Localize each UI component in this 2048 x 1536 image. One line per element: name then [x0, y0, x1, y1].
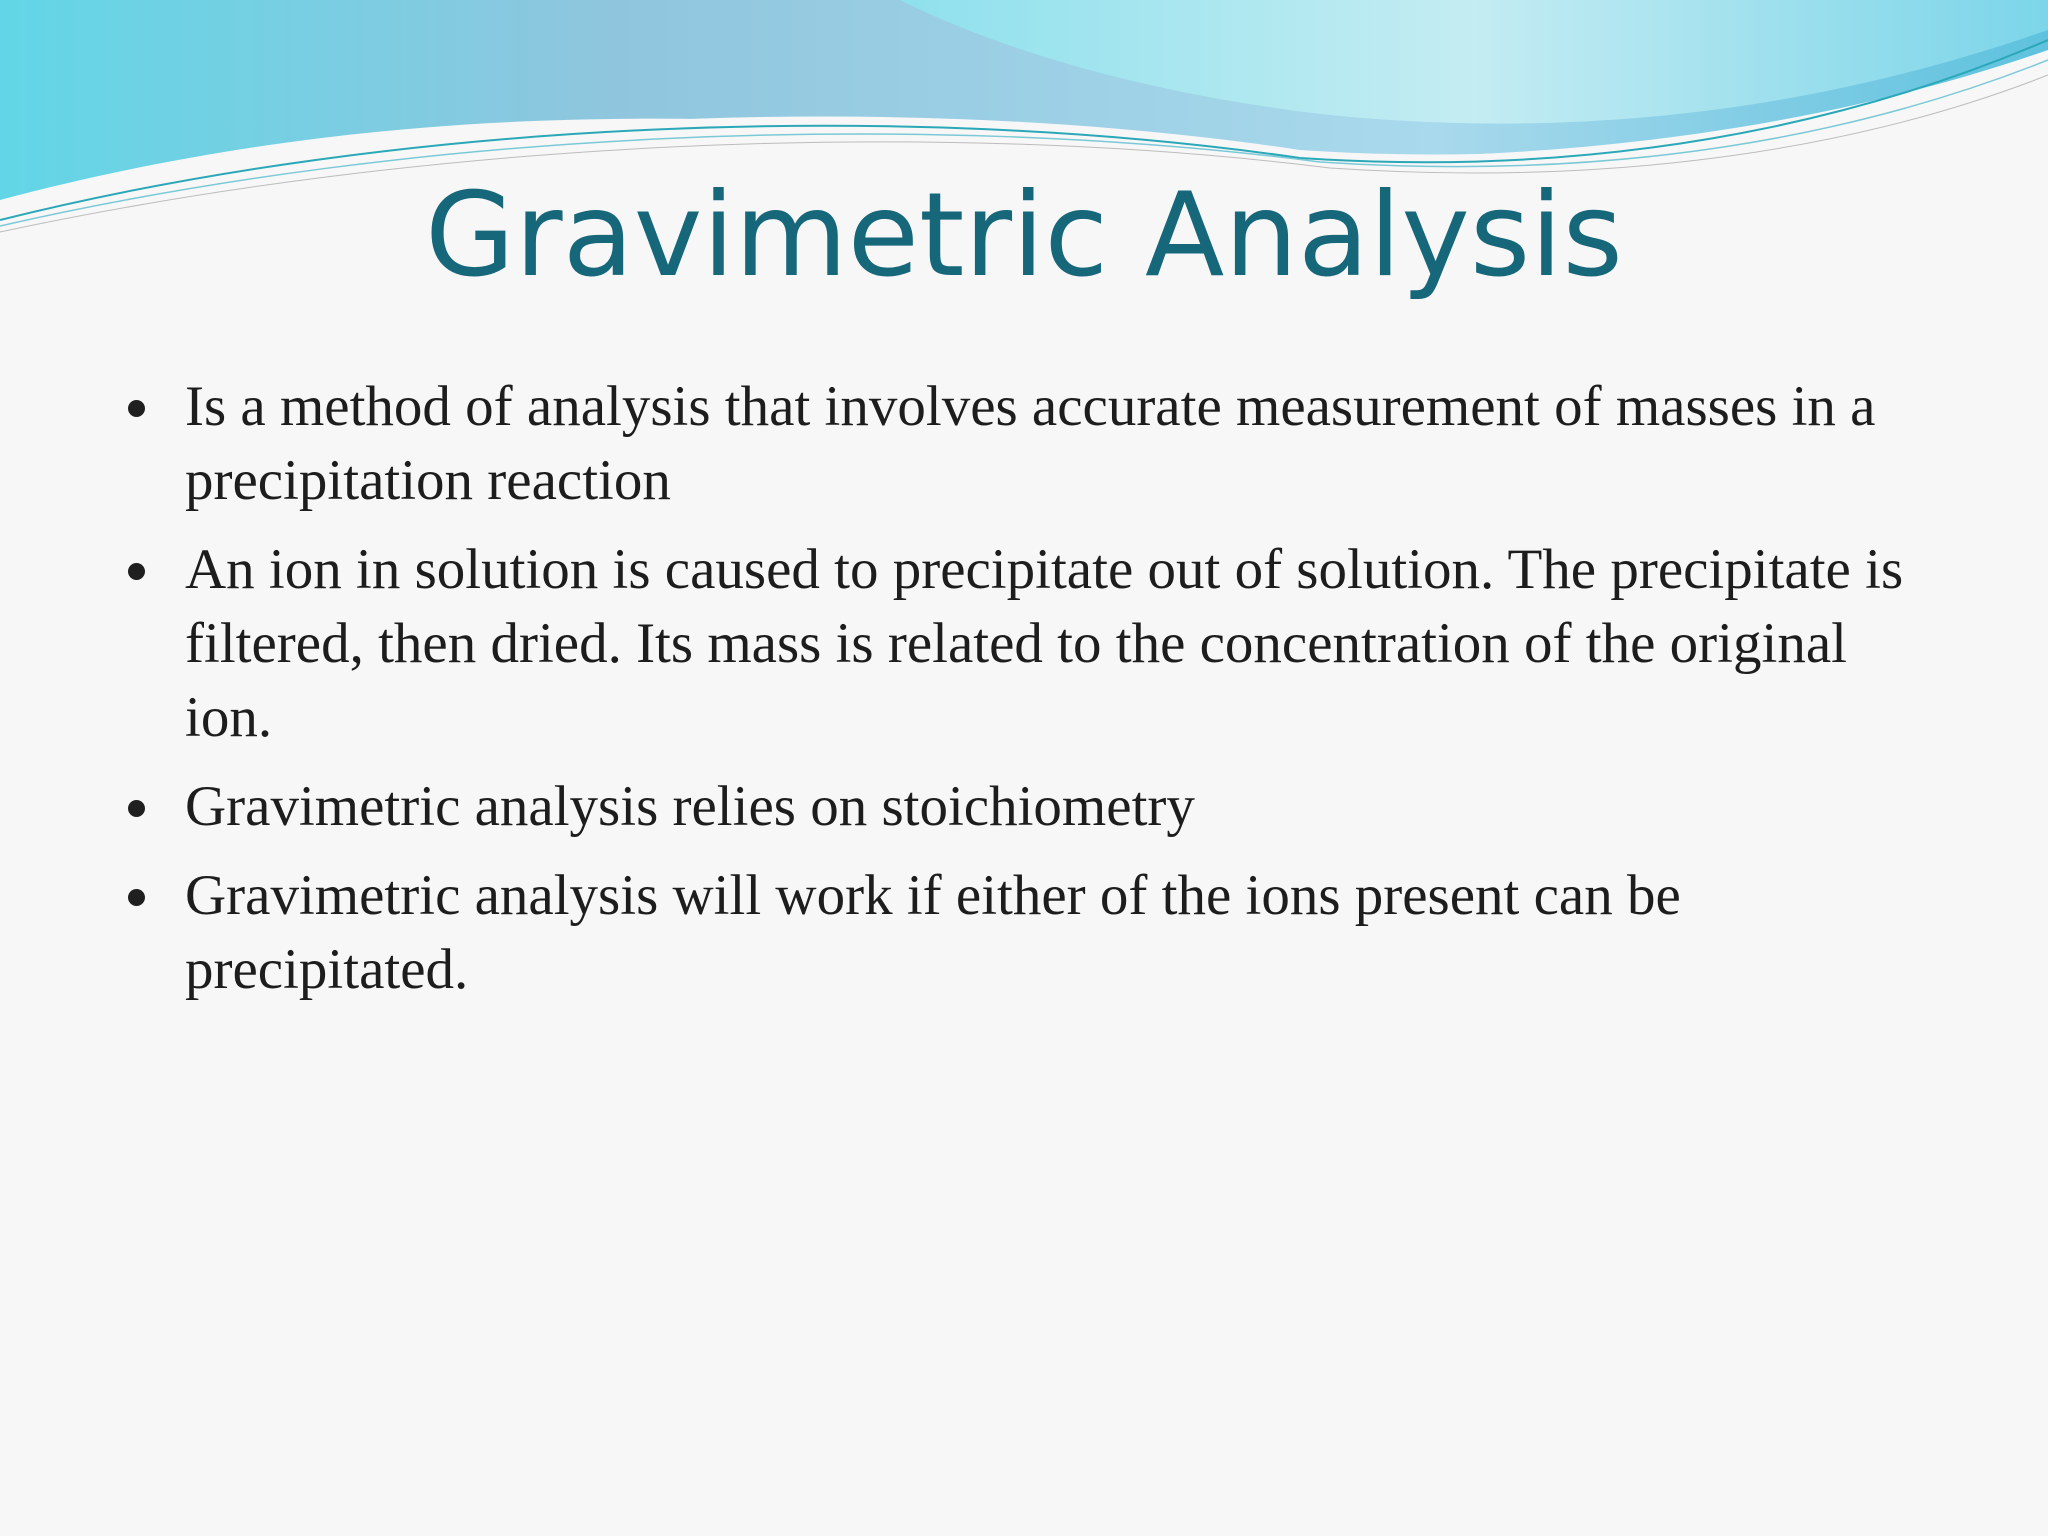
bullet-icon — [128, 889, 145, 906]
bullet-item — [128, 533, 1928, 755]
bullet-text: An ion in solution is caused to precipitate out of solution. The precipitate is filtered, then dried. Its mass is related to the concentration of the original ion. — [185, 538, 1904, 749]
bullet-item — [128, 859, 1928, 1007]
bullet-icon — [128, 800, 145, 817]
bullet-icon — [128, 563, 145, 580]
bullet-text: Gravimetric analysis will work if either of the ions present can be precipitated. — [185, 864, 1681, 1001]
bullet-text: Is a method of analysis that involves accurate measurement of masses in a precipitation reaction — [185, 375, 1876, 512]
bullet-list — [128, 370, 1928, 1022]
bullet-item — [128, 370, 1928, 518]
bullet-text: Gravimetric analysis relies on stoichiometry — [185, 775, 1195, 838]
bullet-icon — [128, 400, 145, 417]
bullet-item — [128, 770, 1928, 844]
slide-title: Gravimetric Analysis — [425, 168, 1623, 303]
